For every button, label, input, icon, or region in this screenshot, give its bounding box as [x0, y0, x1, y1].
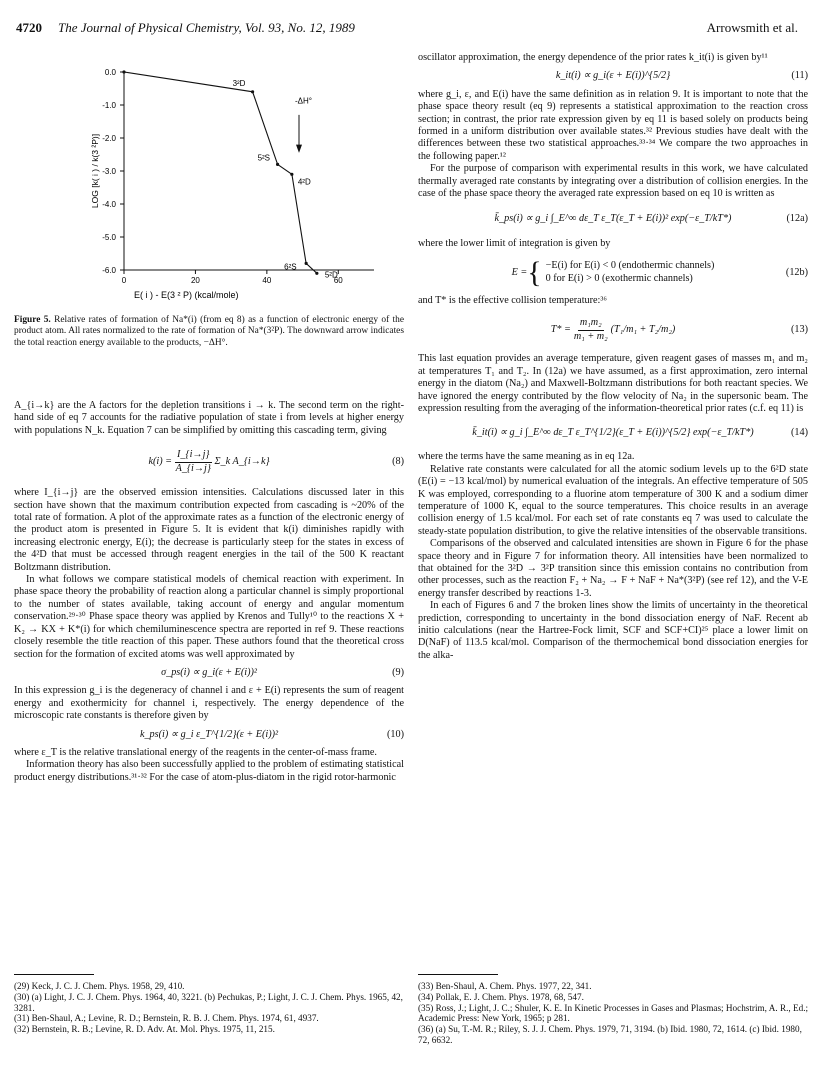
right-para-8: Relative rate constants were calculated for all the atomic sodium levels up to the 6²D state (E(i) = −13 kcal/mol) by numerical evaluation of the integrals. An effective temperature of 505 K was employed, corresponding to a fluorine atom temperature of 300 K and a sodium dimer temperature of 1000 K, equal to the source temperatures. This choice results in an average collision energy of 1.5 kcal/mol. For each set of rate constants eq 7 was used to calculate the steady-state population distribution, to give the relative intensities of the observable transitions. [418, 463, 808, 537]
right-column [418, 52, 808, 662]
eq8-number: (8) [392, 456, 404, 468]
point-label: 3²D [232, 78, 246, 88]
eq14-number: (14) [791, 427, 808, 439]
eq13-lhs: T* = [550, 324, 571, 336]
point-label: 6²S [284, 262, 297, 272]
eq13-rhs: (T₁/m₁ + T₂/m₂) [610, 324, 676, 336]
page-number: 4720 [16, 20, 42, 35]
right-para-9: Comparisons of the observed and calculated intensities are shown in Figure 6 for the phase space theory and in Figure 7 for information theory. All intensities have been normalized to that obtained for the 3²D → 3²P transition since this emission contains no contribution from other processes, such as the reaction F₂ + Na₂ → F + NaF + Na*(3²P) (see ref 12), and the V-E energy transfer described by reactions 1-3. [418, 538, 808, 599]
right-para-4: where the lower limit of integration is given by [418, 238, 611, 250]
x-tick-label: 20 [190, 276, 200, 285]
left-para-1: A_{i→k} are the A factors for the depletion transitions i → k. The second term on the right-hand side of eq 7 accounts for the radiative population of state i from levels at higher energy with populations N_k. Equation 7 can be simplified by omitting this cascading term, giving [14, 400, 404, 436]
rate-line [124, 72, 317, 273]
eq13-denominator: m₁ + m₂ [573, 330, 608, 342]
equation-10 [14, 729, 404, 741]
eq10-number: (10) [387, 728, 404, 740]
eq9-number: (9) [392, 666, 404, 678]
eq12b-case-2: 0 for E(i) > 0 (exothermic channels) [545, 272, 693, 284]
data-point [251, 90, 254, 93]
figure-5-chart [14, 52, 404, 312]
footnotes-right [418, 981, 810, 1046]
arrow-label: -ΔH° [295, 96, 312, 106]
y-tick-label: 0.0 [104, 68, 116, 77]
equation-14 [418, 421, 808, 445]
data-point [290, 173, 293, 176]
eq12b-case-1: −E(i) for E(i) < 0 (endothermic channels) [545, 260, 715, 272]
eq8-fraction [175, 449, 211, 475]
data-point [305, 262, 308, 265]
y-tick-label: -4.0 [102, 200, 116, 209]
right-para-6: This last equation provides an average temperature, given reagent gases of masses m₁ and m₂ at temperatures T₁ and T₂. In (12a) we have assumed, as a first approximation, zero internal energy in the diatom (Na₂) and Maxwell-Boltzmann distributions for both reactant species. We have ignored the energy contributed by the flow velocity of Na₂ in the supersonic beam. The expression resulting from the averaging of the information-theoretical prior rates (c.f. eq 11) is [418, 353, 808, 414]
footnote-31: (31) Ben-Shaul, A.; Levine, R. D.; Bernstein, R. B. J. Chem. Phys. 1974, 61, 4937. [14, 1013, 319, 1024]
figure-5-caption [14, 315, 404, 349]
eq10-body: k_ps(i) ∝ g_i ε_T^{1/2}(ε + E(i))² [139, 728, 279, 740]
y-axis-label: LOG [k( i ) / k(3 ²P)] [90, 133, 100, 209]
left-para-3: In what follows we compare statistical models of chemical reaction with experiment. In phase space theory the probability of reaction along a particular channel is simply proportional to the number of states available, taking account of energy and angular momentum conservation.²⁹·³⁰ Phase space theory was applied by Krenos and Tully¹⁰ to the reactions X + K₂ → KX + K*(i) for which chemiluminescence spectra are reported in ref 9. These reactions closely resemble the title reaction of this paper. These authors found that the theoretical cross section for the formation of excited atoms was well approximated by [14, 574, 404, 660]
eq12a-number: (12a) [786, 213, 808, 225]
x-axis-label: E( i ) - E(3 ² P) (kcal/mole) [134, 290, 239, 300]
data-point [122, 70, 125, 73]
right-para-7: where the terms have the same meaning as in eq 12a. [418, 451, 635, 463]
footnote-32: (32) Bernstein, R. B.; Levine, R. D. Adv. At. Mol. Phys. 1975, 11, 215. [14, 1024, 275, 1035]
left-column [14, 400, 404, 784]
eq11-number: (11) [791, 70, 808, 82]
x-tick-label: 40 [262, 276, 272, 285]
footnote-33: (33) Ben-Shaul, A. Chem. Phys. 1977, 22, 341. [418, 981, 592, 991]
x-tick-label: 60 [333, 276, 343, 285]
y-tick-label: -5.0 [102, 233, 116, 242]
eq12a-body: k̄_ps(i) ∝ g_i ∫_E^∞ dε_T ε_T(ε_T + E(i))² exp(−ε_T/kT*) [494, 213, 732, 225]
point-label: 5²D [324, 270, 338, 280]
y-tick-label: -2.0 [102, 134, 116, 143]
footnote-30: (30) (a) Light, J. C. J. Chem. Phys. 1964, 40, 3221. (b) Pechukas, P.; Light, J. C. J. Chem. Phys. 1965, 42, 3281. [14, 991, 403, 1013]
left-para-5: where ε_T is the relative translational energy of the reagents in the center-of-mass frame. [14, 746, 377, 758]
eq12b-lhs: E = [511, 266, 528, 278]
eq8-rhs: Σ_k A_{i→k} [214, 456, 270, 468]
x-tick-label: 0 [121, 276, 127, 285]
data-point [315, 272, 318, 275]
y-tick-label: -1.0 [102, 101, 116, 110]
footnote-29: (29) Keck, J. C. J. Chem. Phys. 1958, 29, 410. [14, 981, 185, 991]
equation-8 [14, 443, 404, 481]
left-para-2: where I_{i→j} are the observed emission intensities. Calculations discussed later in this section have shown that the maximum contribution expected from cascading is ~20% of the total rate of formation. A plot of the approximate rates as a function of the electronic energy of the product atom is presented in Figure 5. It is evident that k(i) diminishes rapidly with increasing electronic energy, E(i); the decrease is particularly steep for the states in excess of the 4²D that must be accessed through reagent energies in the tail of the 500 K reactant Boltzmann distribution. [14, 487, 404, 573]
left-para-4: In this expression g_i is the degeneracy of channel i and ε + E(i) represents the sum of reagent energy and exothermicity for channel i, respectively. The energy dependence of the microscopic rate constants is therefore given by [14, 685, 404, 722]
footnote-36: (36) (a) Su, T.-M. R.; Riley, S. J. J. Chem. Phys. 1979, 71, 3194. (b) Ibid. 1980, 72, 1614. (c) Ibid. 1980, 72, 6632. [418, 1024, 802, 1045]
equation-12a [418, 206, 808, 232]
journal-title: The Journal of Physical Chemistry, Vol. 93, No. 12, 1989 [58, 20, 355, 35]
point-label: 5²S [257, 153, 271, 163]
equation-11 [418, 70, 808, 82]
figure-5 [14, 52, 404, 312]
equation-9 [14, 667, 404, 679]
eq14-body: k̄_it(i) ∝ g_i ∫_E^∞ dε_T ε_T^{1/2}(ε_T + E(i))^{5/2} exp(−ε_T/kT*) [472, 427, 754, 439]
running-header [16, 20, 798, 38]
right-para-10: In each of Figures 6 and 7 the broken lines show the limits of uncertainty in the theoretical prediction, corresponding to uncertainty in the bond dissociation energy of NaF. Recent ab initio calculations (near the Hartree-Fock limit, SCF and SCF+CI)²⁵ place a lower limit on D(NaF) of 113.5 kcal/mol. Comparison of the thermochemical bond dissociation energies for the alka- [418, 600, 808, 661]
eq8-lhs: k(i) = [148, 456, 173, 468]
data-point [276, 163, 279, 166]
eq8-denominator: A_{i→j} [175, 462, 211, 474]
arrow-head [296, 145, 302, 153]
footnote-35: (35) Ross, J.; Light, J. C.; Shuler, K. E. In Kinetic Processes in Gases and Plasmas; Hochstrim, A. R., Ed.; Academic Press: New York, 1965; p 281. [418, 1002, 809, 1024]
y-tick-label: -6.0 [102, 266, 116, 275]
right-para-3: For the purpose of comparison with experimental results in this work, we have calculated thermally averaged rate constants by integrating over a distribution of collision energies. In the case of the phase space theory the averaged rate expression based on eq 10 is written as [418, 163, 808, 200]
equation-13 [418, 313, 808, 347]
caption-text: Relative rates of formation of Na*(i) (from eq 8) as a function of electronic energy of the product atom. All rates normalized to the rate of formation of Na*(3²P). The downward arrow indicates the total reaction energy available to the products, −ΔH°. [14, 315, 404, 348]
y-tick-label: -3.0 [102, 167, 116, 176]
equation-12b [418, 257, 808, 289]
caption-label: Figure 5. [14, 315, 51, 325]
running-authors: Arrowsmith et al. [706, 20, 798, 35]
eq8-numerator: I_{i→j} [175, 449, 211, 462]
eq13-numerator: m₁m₂ [578, 317, 604, 330]
eq13-fraction [574, 317, 608, 343]
eq12b-brace: { [527, 255, 542, 289]
eq13-number: (13) [791, 324, 808, 336]
footnote-34: (34) Pollak, E. J. Chem. Phys. 1978, 68, 547. [418, 991, 584, 1002]
footnote-rule-right [418, 974, 498, 975]
right-para-5: and T* is the effective collision temperature:³⁶ [418, 294, 607, 306]
eq12b-number: (12b) [785, 266, 808, 278]
left-para-6: Information theory has also been successfully applied to the problem of estimating statistical product energy distributions.³¹·³² For the case of atom-plus-diatom in the rigid rotor-harmonic [14, 759, 404, 783]
eq12b-cases [546, 260, 715, 285]
eq9-body: σ_ps(i) ∝ g_i(ε + E(i))² [161, 666, 257, 678]
footnotes-left [14, 981, 406, 1035]
point-label: 4²D [297, 177, 311, 187]
eq11-body: k_it(i) ∝ g_i(ε + E(i))^{5/2} [555, 70, 671, 82]
right-para-2: where g_i, ε, and E(i) have the same definition as in relation 9. It is important to note that the phase space theory result (eq 9) represents a statistical approximation to the reaction cross section; in contrast, the prior rate expression given by eq 11 is based solely on products being formed in a uniform distribution over available states.³² Previous studies have dealt with the differences between these two statistical approaches.³³·³⁴ We compare the two approaches in the following paper.¹² [418, 88, 808, 162]
right-para-1: oscillator approximation, the energy dependence of the prior rates k_it(i) is given by¹¹ [418, 52, 768, 63]
footnote-rule-left [14, 974, 94, 975]
